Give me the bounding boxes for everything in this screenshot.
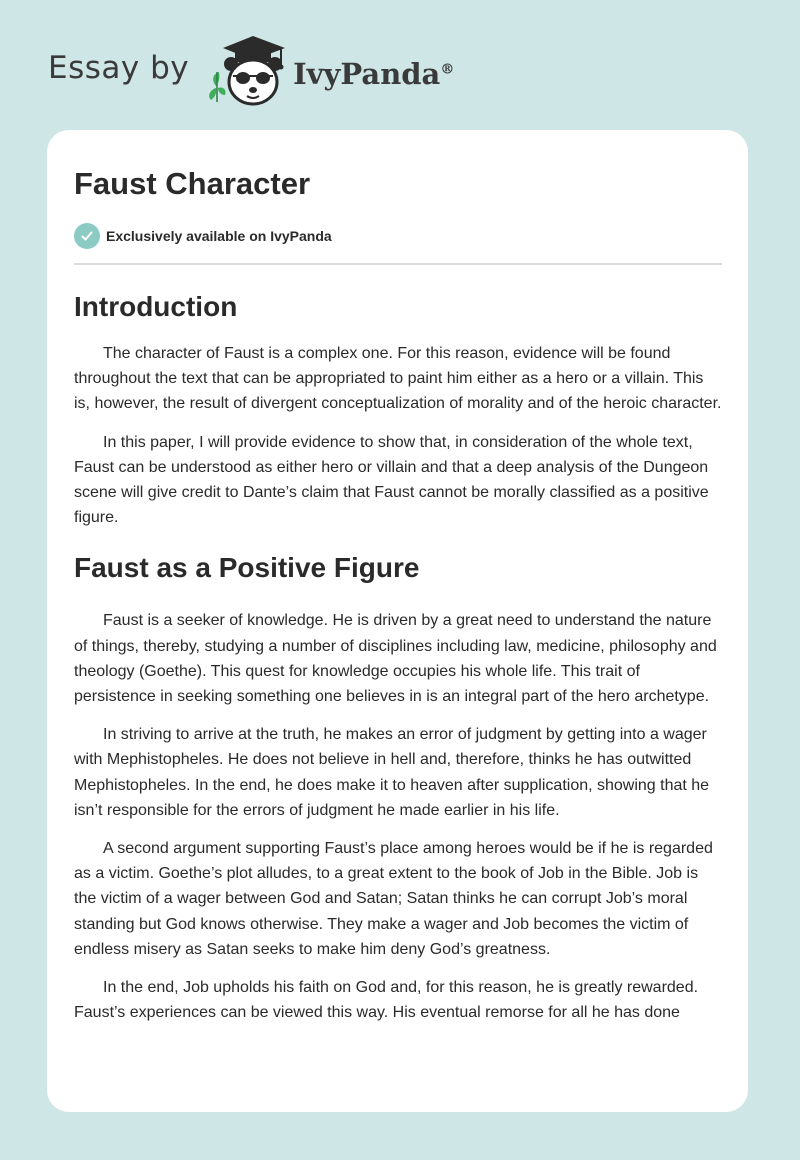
section-heading: Faust as a Positive Figure <box>74 552 420 584</box>
section-body <box>74 608 722 1025</box>
brand-text: IvyPanda <box>293 57 441 91</box>
section-positive-figure <box>74 550 722 1025</box>
brand-name[interactable] <box>293 57 454 91</box>
paragraph: Faust is a seeker of knowledge. He is driven by a great need to understand the nature of things, thereby, studying a number of disciplines including law, medicine, philosophy and theology (Goethe). This quest for knowledge occupies his whole life. This trait of persistence in seeking something one believes in is an integral part of the hero archetype. <box>74 612 717 706</box>
section-introduction <box>74 289 722 530</box>
paragraph: The character of Faust is a complex one. For this reason, evidence will be found throughout the text that can be appropriated to paint him either as a hero or a villain. This is, however, the result of divergent conceptualization of morality and of the heroic character. <box>74 345 722 413</box>
paragraph: In this paper, I will provide evidence to show that, in consideration of the whole text, Faust can be understood as either hero or villain and that a deep analysis of the Dungeon scene will give credit to Dante’s claim that Faust cannot be morally classified as a positive figure. <box>74 433 709 527</box>
essay-by-label: Essay by <box>48 50 190 86</box>
essay-title: Faust Character <box>74 166 311 201</box>
paragraph: In the end, Job upholds his faith on God and, for this reason, he is greatly rewarded. Faust’s experiences can be viewed this way. His eventual remorse for all he has done <box>74 979 699 1022</box>
exclusive-badge <box>74 222 722 250</box>
check-icon <box>74 223 100 249</box>
section-body <box>74 341 722 530</box>
paragraph: A second argument supporting Faust’s place among heroes would be if he is regarded as a victim. Goethe’s plot alludes, to a great extent to the book of Job in the Bible. Job is the victim of a wager between God and Satan; Satan thinks he can corrupt Job’s moral standing but God knows otherwise. They make a wager and Job becomes the victim of endless misery as Satan seeks to make him deny God’s greatness. <box>74 840 713 958</box>
site-header <box>48 30 454 110</box>
section-heading: Introduction <box>74 291 238 322</box>
panda-logo-icon[interactable] <box>203 30 287 110</box>
essay-card <box>47 130 748 1112</box>
registered-mark: ® <box>440 61 455 78</box>
ivy-leaf-icon <box>209 72 225 102</box>
badge-text: Exclusively available on IvyPanda <box>106 228 332 244</box>
divider <box>74 263 722 265</box>
paragraph: In striving to arrive at the truth, he makes an error of judgment by getting into a wager with Mephistopheles. He does not believe in hell and, therefore, thinks he has outwitted Mephistopheles. In the end, he does make it to heaven after supplication, showing that he isn’t responsible for the errors of judgment he made earlier in his life. <box>74 726 710 819</box>
